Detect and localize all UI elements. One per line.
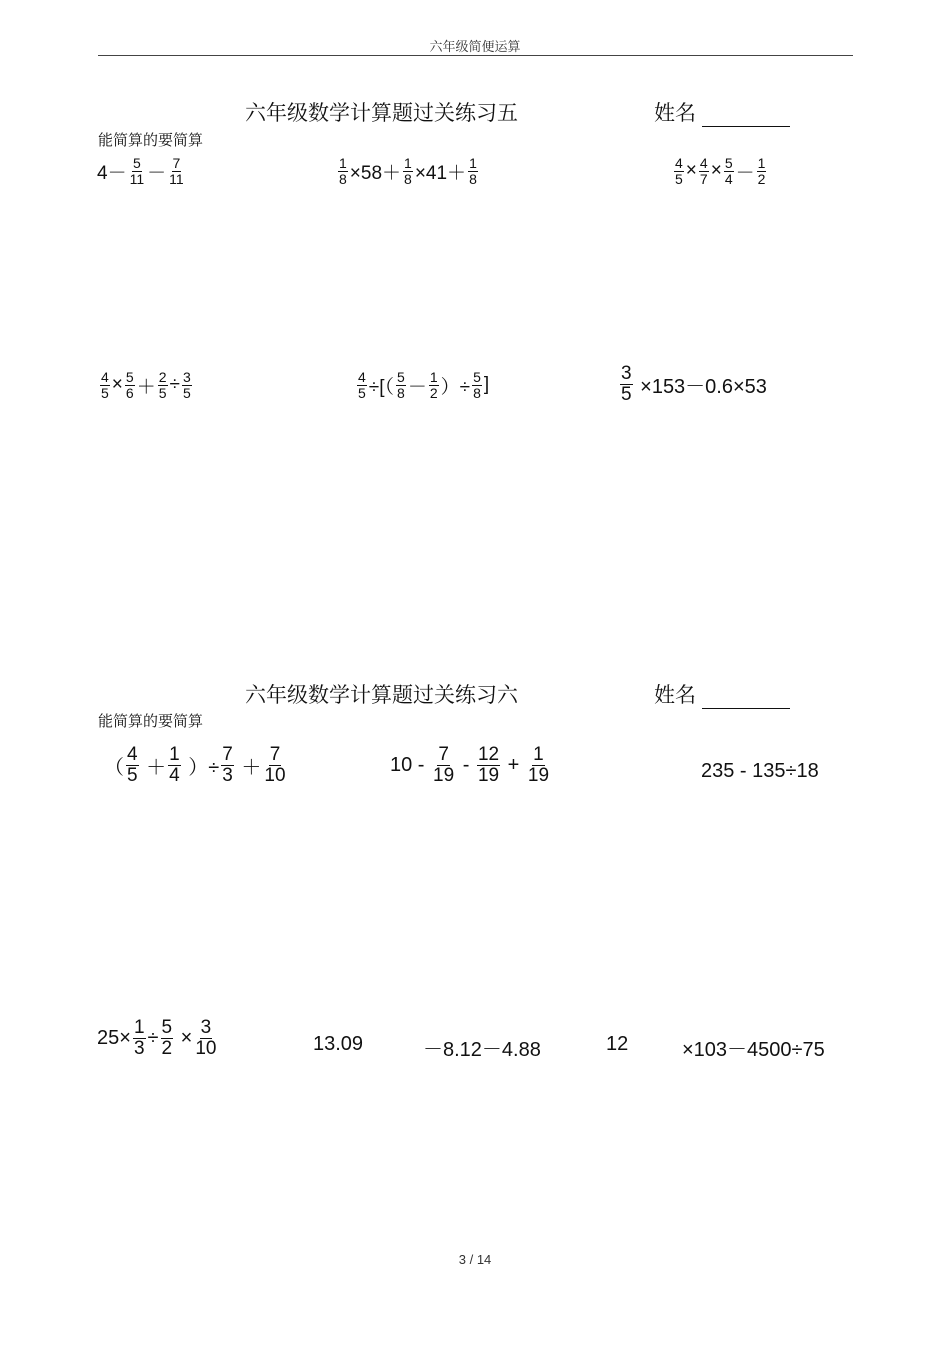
- name-field: [654, 97, 790, 127]
- problem-expression: [98, 370, 194, 400]
- expression-text: ]: [483, 374, 490, 396]
- problem-expression: [618, 364, 767, 405]
- fraction: [168, 745, 181, 786]
- denominator: 11: [169, 170, 184, 187]
- denominator: 19: [433, 764, 455, 786]
- expression-text: -: [457, 753, 475, 776]
- problem-expression: [423, 1033, 541, 1062]
- denominator: 5: [127, 764, 138, 786]
- fraction: [724, 156, 734, 186]
- page-number: [0, 1252, 950, 1267]
- numerator: 1: [429, 369, 438, 385]
- denominator: 6: [125, 384, 134, 401]
- denominator: 19: [477, 764, 500, 786]
- fraction: [472, 370, 482, 400]
- instruction-note: 能简算的要简算: [98, 712, 204, 730]
- numerator: 5: [397, 369, 405, 385]
- problem-expression: [313, 1033, 363, 1056]
- fraction: [263, 745, 286, 786]
- denominator: 19: [527, 764, 550, 786]
- expression-text: －: [147, 162, 167, 184]
- fraction: [338, 156, 348, 186]
- expression-text: 12: [606, 1033, 629, 1055]
- numerator: 5: [161, 1017, 173, 1038]
- expression-text: ÷: [147, 1026, 159, 1049]
- page-separator: /: [469, 1252, 474, 1267]
- denominator: 10: [195, 1037, 217, 1059]
- expression-text: +: [502, 753, 525, 776]
- expression-text: ）÷: [182, 756, 220, 779]
- fraction: [133, 1018, 146, 1059]
- numerator: 12: [477, 744, 500, 765]
- numerator: 4: [101, 369, 109, 385]
- numerator: 2: [158, 369, 167, 385]
- expression-text: ÷: [169, 374, 180, 396]
- fraction: [477, 745, 500, 786]
- problem-expression: [104, 745, 289, 786]
- page-current: 3: [458, 1252, 466, 1267]
- denominator: 8: [339, 170, 347, 187]
- fraction: [403, 156, 413, 186]
- numerator: 7: [222, 744, 233, 765]
- denominator: 7: [699, 170, 708, 187]
- numerator: 3: [182, 369, 191, 385]
- numerator: 1: [133, 1017, 145, 1038]
- fraction: [396, 370, 406, 400]
- expression-text: 25×: [97, 1026, 131, 1049]
- denominator: 5: [101, 384, 109, 401]
- denominator: 5: [621, 383, 632, 405]
- numerator: 4: [127, 744, 138, 765]
- fraction: [620, 364, 633, 405]
- problem-expression: [390, 745, 552, 786]
- expression-text: 10 -: [390, 753, 431, 776]
- numerator: 3: [621, 363, 632, 384]
- fraction: [182, 370, 192, 400]
- fraction: [161, 1018, 174, 1059]
- numerator: 1: [339, 155, 347, 171]
- problem-expression: [682, 1033, 825, 1062]
- denominator: 2: [161, 1037, 173, 1059]
- problem-expression: [355, 370, 489, 400]
- denominator: 8: [469, 170, 477, 187]
- fraction: [125, 370, 135, 400]
- fraction: [357, 370, 367, 400]
- denominator: 8: [473, 384, 481, 401]
- expression-text: ）÷: [440, 376, 471, 398]
- expression-text: 4－: [97, 162, 127, 184]
- expression-text: －: [735, 162, 755, 184]
- fraction: [527, 745, 550, 786]
- numerator: 1: [469, 155, 477, 171]
- denominator: 2: [429, 384, 438, 401]
- fraction: [757, 156, 767, 186]
- denominator: 3: [133, 1037, 145, 1059]
- expression-text: ×: [111, 374, 123, 396]
- denominator: 5: [358, 384, 366, 401]
- expression-text: 235 - 135÷18: [701, 760, 819, 782]
- denominator: 4: [169, 764, 180, 786]
- denominator: 2: [757, 170, 766, 187]
- name-blank[interactable]: [702, 686, 790, 709]
- expression-text: ＋: [136, 376, 156, 398]
- expression-text: ×41＋: [414, 162, 467, 184]
- numerator: 1: [169, 744, 180, 765]
- expression-text: ×: [685, 160, 697, 182]
- problem-expression: [606, 1033, 628, 1056]
- denominator: 4: [724, 170, 733, 187]
- numerator: 1: [757, 155, 766, 171]
- name-field: [654, 679, 790, 709]
- header-divider: [98, 55, 853, 56]
- denominator: 3: [222, 764, 233, 786]
- denominator: 5: [675, 170, 683, 187]
- fraction: [432, 745, 455, 786]
- denominator: 5: [158, 384, 167, 401]
- fraction: [468, 156, 478, 186]
- expression-text: （: [104, 756, 124, 779]
- numerator: 7: [438, 744, 449, 765]
- expression-text: －: [407, 376, 427, 398]
- numerator: 7: [172, 155, 181, 171]
- numerator: 4: [675, 155, 683, 171]
- numerator: 5: [132, 155, 141, 171]
- section-title: 六年级数学计算题过关练习六: [245, 683, 518, 707]
- problem-expression: [336, 156, 480, 186]
- expression-text: ×: [175, 1026, 193, 1049]
- problem-expression: [672, 156, 768, 186]
- page-total: 14: [476, 1252, 492, 1267]
- expression-text: ×103－4500÷75: [682, 1039, 825, 1061]
- name-label: 姓名: [654, 101, 696, 125]
- problem-expression: [97, 156, 187, 186]
- page-header-title: 六年级简便运算: [429, 39, 521, 54]
- problem-expression: [97, 1018, 219, 1059]
- numerator: 7: [269, 744, 281, 765]
- numerator: 5: [473, 369, 481, 385]
- fraction: [100, 370, 110, 400]
- fraction: [168, 156, 185, 186]
- expression-text: ×153－0.6×53: [634, 375, 767, 398]
- section-title: 六年级数学计算题过关练习五: [245, 101, 518, 125]
- numerator: 5: [724, 155, 733, 171]
- problem-expression: [701, 760, 819, 783]
- denominator: 10: [264, 764, 286, 786]
- expression-text: ＋: [235, 756, 262, 779]
- denominator: 11: [129, 170, 145, 187]
- fraction: [429, 370, 439, 400]
- denominator: 8: [397, 384, 405, 401]
- fraction: [194, 1018, 217, 1059]
- fraction: [126, 745, 139, 786]
- numerator: 1: [404, 155, 412, 171]
- fraction: [221, 745, 234, 786]
- numerator: 4: [358, 369, 366, 385]
- expression-text: ×58＋: [349, 162, 402, 184]
- instruction-note: 能简算的要简算: [98, 131, 204, 149]
- name-label: 姓名: [654, 683, 696, 707]
- expression-text: －8.12－4.88: [423, 1039, 541, 1061]
- fraction: [158, 370, 168, 400]
- numerator: 4: [699, 155, 708, 171]
- numerator: 1: [533, 744, 544, 765]
- expression-text: 13.09: [313, 1033, 364, 1055]
- fraction: [674, 156, 684, 186]
- expression-text: ＋: [140, 756, 167, 779]
- name-blank[interactable]: [702, 104, 790, 127]
- denominator: 5: [182, 384, 191, 401]
- expression-text: ×: [710, 160, 722, 182]
- fraction: [699, 156, 709, 186]
- numerator: 5: [125, 369, 134, 385]
- fraction: [129, 156, 146, 186]
- expression-text: ÷[（: [368, 376, 395, 398]
- numerator: 3: [200, 1017, 212, 1038]
- denominator: 8: [404, 170, 412, 187]
